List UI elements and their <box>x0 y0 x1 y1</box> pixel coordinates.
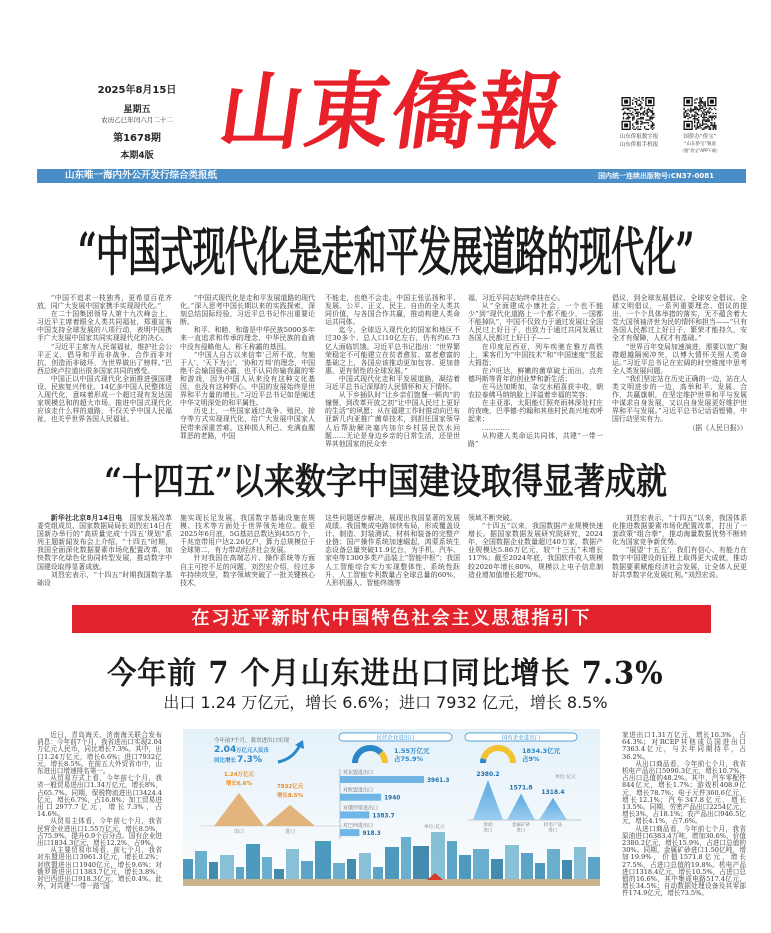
paragraph: 从贸易主体看，今年前七个月，我省民营企业进出口1.55万亿元，增长8.5%，占75.9%，提升0.9个百分点。国有企业进出口1834.3亿元，增长12.2%，占9%。 <box>37 817 162 848</box>
paragraph: “我们坚定站在历史正确的一边，站在人类文明进步的一边，高举和平、发展、合作、共赢旗帜，在坚定维护世界和平与发展中谋求自身发展，又以自身发展更好维护世界和平与发展。”习近平总书记话语铿锵，中国行动坚实有力。 <box>612 374 747 424</box>
private-value: 1.55万亿元 <box>394 747 430 755</box>
private-title: 民营企业进出口 <box>376 735 415 742</box>
paragraph: “世界百年变局加速演进，需要以宽广胸襟超越隔阂冲突，以博大情怀关照人类命运。”习近平总书记在宏阔的时空维度中思考全人类发展问题。 <box>612 342 747 375</box>
state-gauge-share <box>483 759 484 763</box>
paragraph: 从出口商品看，今年前七个月，我省机电产品出口5990.3亿元，增长10.7%，占出口总值的48.2%。其中，汽车零配件844亿元，增长1.7%；游戏机408.9亿元，增长78.7%；电子元件360.6亿元，增长12.1%；汽车347.8亿元，增长13.5%。同期，劳密产品出口2254亿元，增长3%，占18.1%；农产品出口946.5亿元，增长4.1%，占7.6%。 <box>622 759 746 826</box>
qr-qiaobao-label <box>668 134 732 153</box>
paragraph: 从下乡插队时“让乡亲们饱餐一顿肉”的憧憬，到改革开放之初“让中国人民过上更好的生活”的夙愿；从在福建工作时推动向巴布亚新几内亚推广菌草技术，到担任国家领导人后帮助解决塞内加尔乡村居民饮水问题……无论是身边乡亲的日常生活，还是世界其他国家的民众幸 <box>325 391 460 448</box>
market-bar-1 <box>340 794 381 801</box>
publication-number: 国内统一连续出版物号:CN37-0081 <box>598 172 714 180</box>
skyline-building <box>473 849 489 881</box>
trade-growth-label: 增长8.5% <box>276 792 304 799</box>
market-bar-0 <box>340 776 424 783</box>
market-value: 3961.3 <box>427 778 450 784</box>
article1-column <box>37 294 172 424</box>
paragraph: 在二十国集团领导人第十九次峰会上，习近平主席着眼全人类共同福祉，郑重宣布中国支持全球发展的八项行动，表明中国携手广大发展中国家共同实现现代化的决心。 <box>37 310 172 343</box>
paragraph: “中国人自古以来信奉‘己所不欲，勿施于人’、‘天下为公’、‘协和万邦’的理念，中国绝不会输国强必霸，也不认同你输我赢的零和游戏，因为中国人从来没有这种文化基因，也没有这种野心。中国的发展始终是世界和平力量的增长。”习近平总书记如是阐述中华文明深处的和平属性。 <box>180 350 315 408</box>
skyline-building <box>385 847 399 881</box>
skyline-building <box>505 845 519 881</box>
article1-headline <box>0 212 771 284</box>
paragraph: “展望‘十五五’，我们有信心、有能力在数字中国建设的征程上取得更大成就，推动数据要素赋能经济社会发展，让全体人民更好共享数字化发展红利。”刘烈宏说。 <box>612 546 747 579</box>
qr-code-icon <box>682 97 718 130</box>
skyline-building <box>195 851 207 881</box>
paragraph: 从主要贸易市场看，前七个月，我省对东盟进出口3961.3亿元，增长0.2%；对欧盟进出口1940亿元，增长9.6%；对俄罗斯进出口1383.7亿元，增长3.8%；对巴西进出口918.3亿元，增长0.4%。此外，对共建“一带一路”国 <box>37 846 162 891</box>
paragraph: 从进口商品看，今年前七个月，我省原油进口6383.4万吨，增加30.6%，价值2380.2亿元，增长15.9%，占进口总值的30%。同期，金属矿砂进口1.50亿吨，增加19.9%，价值1571.8亿元，增长27.5%，占进口总值的19.8%。机电产品进口1318.4亿元，增长10.5%，占进口总值的16.6%，其中集成电路517.4亿元，增长34.5%；自动数据处理设备及其零部件174.9亿元，增长73.5%。 <box>622 824 746 898</box>
paragraph: 中国式现代化走和平发展道路，凝结着习近平总书记深厚的人民情怀和天下情怀。 <box>325 374 460 392</box>
skyline-building <box>521 853 533 881</box>
state-share: 占9% <box>522 755 540 763</box>
import-label: 原油 <box>483 823 493 828</box>
trade-value-label: 7932亿元 <box>276 783 304 790</box>
private-share: 占75.9% <box>394 755 424 763</box>
lunar-date: 农历乙巳年闰六月二十二 <box>101 116 173 124</box>
article2-column <box>325 514 460 587</box>
paragraph: 从构建人类命运共同体，共建“一带一路” <box>468 431 603 448</box>
article-source: （据《人民日报》） <box>688 423 747 432</box>
skyline-building <box>574 847 586 881</box>
growth-value: 7.3% <box>237 755 262 765</box>
market-label: 对巴西进出口 <box>343 823 374 830</box>
article2-column <box>612 514 747 579</box>
trade-value-label: 1.24万亿元 <box>223 772 255 778</box>
market-bar-3 <box>340 829 359 836</box>
intro-text: 今年前7个月，我省进出口实现 <box>214 738 290 744</box>
skyline-building <box>347 859 356 881</box>
paragraph: 从“全面建成小康社会，一个也不能少”到“现代化道路上一个都不能少，一国都不能掉队”，中国不仅致力于通过发展让全国人民过上好日子，也致力于通过共同发展让各国人民都过上好日子—— <box>468 302 603 343</box>
paragraph: 倡议，到全球发展倡议、全球安全倡议、全球文明倡议，一系列重要理念、倡议的提出，一个个具体举措的落实，无不蕴含着大党大国领袖济世为民的情怀和担当——“只有各国人民都过上好日子，繁荣才能持久，安全才有保障，人权才有基础。” <box>612 294 747 343</box>
import-value: 2380.2 <box>476 771 500 778</box>
skyline-building <box>588 857 600 881</box>
skyline-building <box>246 844 260 881</box>
paragraph: 在圭亚那，太阳能灯照亮雨林深处村庄的夜晚，巴季德·约翰和其他村民高兴地欢呼起来； <box>468 399 603 424</box>
market-value: 918.3 <box>362 831 381 838</box>
dateline: 新华社北京8月14日电 <box>50 514 123 522</box>
market-bar-2 <box>340 811 369 818</box>
paragraph: 福，习近平同志始终牵挂在心。 <box>468 294 565 302</box>
skyline-building <box>401 837 411 881</box>
article3-headline <box>0 650 771 691</box>
infographic-canvas <box>183 729 600 886</box>
import-label: 进口 <box>516 828 526 834</box>
skyline-building <box>562 860 572 881</box>
market-label: 对欧盟进出口 <box>343 787 374 794</box>
paragraph: 中国正以中国式现代化全面推进强国建设、民族复兴伟业。14亿多中国人民整体迈入现代化，意味着形成一个超过现有发达国家规模总和的超大市场。推进中国式现代化应该走什么样的道路，不仅关乎中国人民福祉，也关乎世界各国人民福祉。 <box>37 374 172 424</box>
skyline-building <box>262 857 272 881</box>
page-count: 本期4版 <box>120 151 154 161</box>
imports-unit: 单位:亿元 <box>555 775 576 780</box>
headline-text: “中国式现代化是走和平发展道路的现代化” <box>77 222 694 284</box>
paragraph: 在印度尼西亚，列车疾驰在雅万高铁上，乘客们为“中国技术”和“中国速度”竖起大拇指； <box>468 342 603 367</box>
skyline-building <box>535 863 545 881</box>
paragraph: ………… <box>481 423 510 432</box>
qr-label-line: 山东侨报数字报 <box>619 134 659 140</box>
tagline-bar <box>37 169 746 183</box>
skyline-ground <box>183 879 600 886</box>
article2-column <box>468 514 603 579</box>
market-label: 对东盟进出口 <box>343 770 374 776</box>
skyline-building <box>373 867 383 881</box>
issue-number: 第1678期 <box>113 133 161 144</box>
growth-label: 同比增长 <box>214 758 237 764</box>
skyline-building <box>459 855 471 881</box>
paragraph: 家进出口1.31万亿元，增长10.3%，占64.3%；对RCEP其他成员国进出口7363.4亿元，与去年同期持平，占36.2%。 <box>622 731 746 761</box>
qr-label-line: （搜“侨宝”APP下载） <box>680 147 720 153</box>
section-banner: 在习近平新时代中国特色社会主义思想指引下 <box>72 605 711 633</box>
paragraph: 和平、和睦、和谐是中华民族5000多年来一直追求和传承的理念，中华民族的血液中没有侵略他人、称王称霸的基因。 <box>180 326 315 351</box>
article1-column <box>180 294 315 440</box>
issue-date: 2025年8月15日 <box>97 85 177 96</box>
market-value: 1940 <box>384 795 401 802</box>
market-label: 对俄罗斯进出口 <box>343 805 379 812</box>
article1-column <box>468 294 603 448</box>
state-value: 1834.3亿元 <box>522 747 561 755</box>
qr-label-line: 山东侨报手机报 <box>619 141 659 148</box>
import-label: 机电产品 <box>543 823 563 828</box>
import-label: 进口 <box>548 828 558 834</box>
paragraph: “习近平主席为人民谋福祉，维护社会公平正义，倡导和平而非战争、合作而非对抗、创造而非破坏，为世界做出了榜样。”巴西总统卢拉道出很多国家共同的感受。 <box>37 342 172 375</box>
article1-column <box>325 294 460 448</box>
qr-qiaobao[interactable] <box>682 97 718 134</box>
import-value: 1318.4 <box>541 788 565 796</box>
skyline-building <box>431 832 445 881</box>
paragraph-text: 国家发展改革委党组成员、国家数据局局长刘烈宏14日在国新办举行的“高质量完成‘十四五’规划”系列主题新闻发布会上介绍，“十四五”时期，我国全面深化数据要素市场化配置改革，加快数字化绿色化协同转型发展，推动数字中国建设取得显著成就。 <box>37 514 173 571</box>
paragraph: 从贸易方式上看，今年前七个月，我省一般贸易进出口1.34万亿元，增长8%，占65.7%。同期，保税物流进出口3424.4亿元，增长6.7%，占16.8%；加工贸易进出口2977.7亿元，增长7.3%，占14.6%。 <box>37 774 162 819</box>
paragraph: 这些问题逐步解决，展现出我国显著的发展成绩。我国集成电路加快布局，形成覆盖设计、制造、封装测试、材料和装备的完整产业链；国产操作系统加速崛起，鸿蒙系统生态设备总量突破11.9亿台，为手机、汽车、家电等1300多类产品装上“智能中枢”；我国人工智能综合实力实现整体性、系统性跃升，人工智能专利数量占全球总量的60%，人形机器人、智能终端等 <box>325 514 460 587</box>
state-title: 国有企业进出口 <box>501 735 541 742</box>
article2-column <box>180 514 315 587</box>
paragraph: 历史上，一些国家通过战争、殖民、掠夺等方式实现现代化，给广大发展中国家人民带来深重苦难。这种损人利己、充满血腥罪恶的老路，中国 <box>180 407 315 440</box>
trade-category-label: 进口 <box>284 829 296 835</box>
skyline-building <box>315 841 331 881</box>
paragraph: 在马达加斯加，杂交水稻喜获丰收，朝农拉泰佛马纳纳脸上洋溢着幸福的笑容； <box>468 383 603 400</box>
skyline-building <box>286 849 299 881</box>
article2-headline <box>0 452 771 503</box>
skyline-building <box>547 849 560 881</box>
paragraph: 刘烈宏表示，“十四五”以来，我国体系化推进数据要素市场化配置改革，打出了一套政策“组合拳”，推动海量数据优势不断转化为国家竞争新优势。 <box>612 514 747 547</box>
market-value: 1383.7 <box>372 813 395 820</box>
article3-left-column <box>37 731 162 891</box>
headline-text: “十四五”以来数字中国建设取得显著成就 <box>104 461 667 503</box>
paragraph: 迄今，全球迈入现代化的国家和地区不过30多个、总人口10亿左右，仍有约6.73亿人面临饥饿。习近平总书记指出：“世界繁荣稳定不可能建立在贫者愈贫、富者愈富的基础之上，各国应该推动更加包容、更加普惠、更有韧性的全球发展。” <box>325 326 460 375</box>
skyline-building <box>447 841 457 881</box>
tagline: 山东唯一海内外公开发行综合类报纸 <box>65 170 218 181</box>
skyline-building <box>209 862 218 881</box>
paragraph: “十四五”以来，我国数据产业规模快速增长。据国家数据发展研究院研究，2024年，全国数据企业数量超过40万家，数据产业规模达5.86万亿元，较“十三五”末增长117%；截至2024年底，我国软件收入规模较2020年增长80%，规模以上电子信息制造业增加值增长超70%。 <box>468 522 603 579</box>
total-unit: 万亿元人民币 <box>236 748 270 754</box>
trade-growth-label: 增长6.6% <box>225 781 253 787</box>
qr-digital-label <box>610 134 668 149</box>
paragraph: 近日，青岛海关、济南海关联合发布消息：今年前7个月，我省进出口实现2.04万亿元人民币，同比增长7.3%。其中，出口1.24万亿元，增长6.6%；进口7932亿元，增长8.5%。在前五大外贸省市中，山东进出口增速排名第一。 <box>37 731 162 776</box>
skyline-building <box>333 863 345 881</box>
skyline-building <box>359 853 371 881</box>
skyline-building <box>220 855 234 881</box>
paragraph: “中国式现代化是走和平发展道路的现代化。”深入思考中国长期以来的实践探索，深刻总结国际经验，习近平总书记作出重要论断。 <box>180 294 315 327</box>
paragraph: 在卢旺达，鲜嫩的菌草破土而出，点亮德玛斯等青年的创业梦和新生活； <box>468 366 603 383</box>
paragraph <box>37 514 172 571</box>
qr-code-icon <box>620 97 656 130</box>
import-label: 进口 <box>483 828 493 834</box>
skyline-building <box>183 859 193 881</box>
newspaper-logo: 山東僑報 <box>213 62 572 161</box>
skyline-building <box>491 859 503 881</box>
article3-right-column <box>622 731 746 898</box>
skyline-building <box>236 867 244 881</box>
market-unit: 单位:亿元 <box>424 825 445 830</box>
article3-subheadline: 出口 1.24 万亿元，增长 6.6%；进口 7932 亿元，增长 8.5% <box>163 693 608 712</box>
skyline-building <box>301 861 313 881</box>
import-value: 1571.8 <box>509 784 533 792</box>
trade-category-label: 出口 <box>233 829 245 835</box>
total-value: 2.04 <box>214 745 237 755</box>
qr-digital-edition[interactable] <box>620 97 656 134</box>
article2-column <box>37 514 173 587</box>
paragraph: 不能走，也绝不会走。中国主张弘扬和平、发展、公平、正义、民主、自由的全人类共同价值，与各国合作共赢，推动构建人类命运共同体。 <box>325 294 460 327</box>
paragraph: 针对我国在高端芯片、操作系统等方面自主可控不足的问题，刘烈宏介绍，经过多年持续攻坚，数字领域突破了一批关键核心技术， <box>180 554 315 587</box>
headline-text: 今年前 7 个月山东进出口同比增长 7.3% <box>107 655 664 691</box>
paragraph: 领域不断突破。 <box>468 514 517 522</box>
qr-label-line: 国侨办“侨宝” <box>683 134 717 140</box>
import-label: 金属矿砂 <box>511 823 531 828</box>
paragraph: “中国不追求一枝独秀，更希望百花齐放，同广大发展中国家携手实现现代化。” <box>37 294 172 311</box>
skyline-building <box>413 846 429 881</box>
weekday: 星期五 <box>123 105 151 115</box>
article1-column <box>612 294 747 432</box>
paragraph: 施实现长足发展，我国数字基础设施在规模、技术等方面处于世界领先地位。截至2025年6月底，5G基站总数达到455万个，千兆宽带用户达2.26亿户，算力总规模位于全球第二，有力带动经济社会发展。 <box>180 514 315 555</box>
trade-infographic <box>183 729 600 886</box>
paragraph: 刘烈宏表示，“十四五”时期我国数字基础设 <box>37 570 172 587</box>
qr-label-line: “山东侨宝”频道 <box>684 141 716 147</box>
